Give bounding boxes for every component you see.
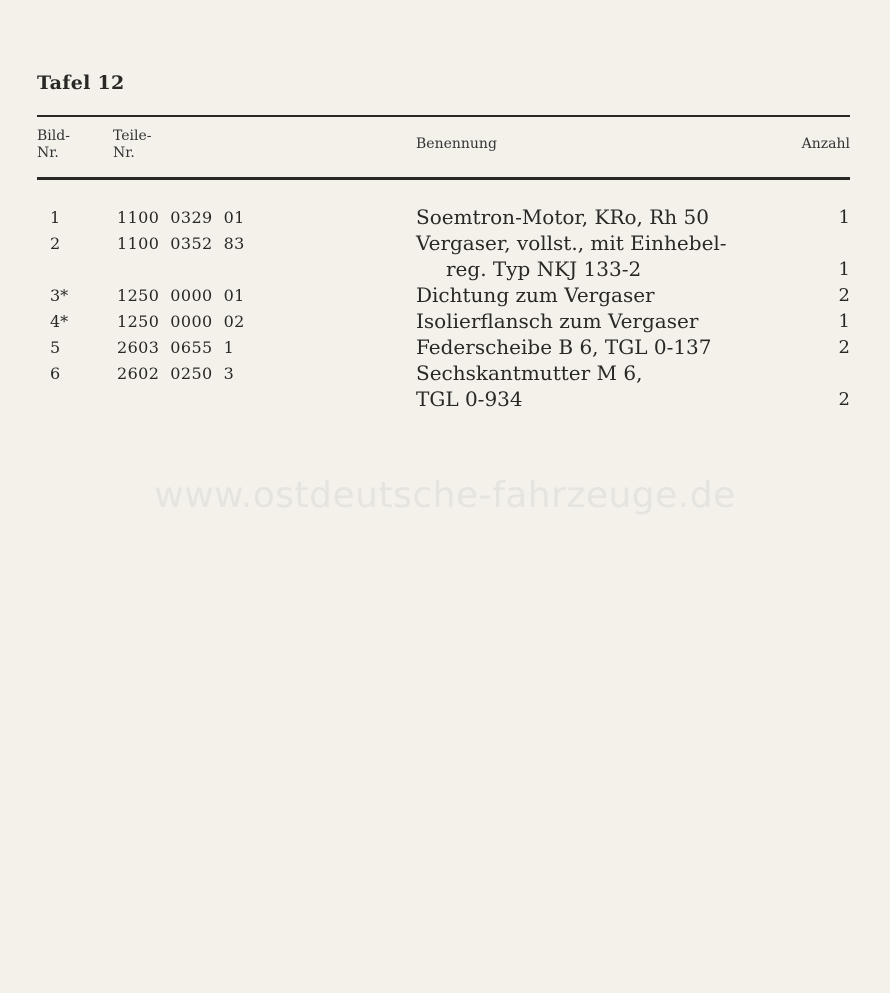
cell-teile-nr: 1100 0329 01 bbox=[117, 208, 245, 227]
cell-anzahl: 2 bbox=[838, 285, 850, 306]
table-row bbox=[0, 335, 890, 361]
cell-bild-nr: 5 bbox=[50, 338, 61, 357]
cell-benennung: Soemtron-Motor, KRo, Rh 50 bbox=[416, 205, 709, 229]
cell-teile-nr: 2603 0655 1 bbox=[117, 338, 235, 357]
cell-benennung: reg. Typ NKJ 133-2 bbox=[446, 257, 642, 281]
table-row bbox=[0, 361, 890, 413]
cell-bild-nr: 4* bbox=[50, 312, 69, 331]
cell-teile-nr: 1250 0000 02 bbox=[117, 312, 245, 331]
cell-teile-nr: 1250 0000 01 bbox=[117, 286, 245, 305]
cell-benennung: Federscheibe B 6, TGL 0-137 bbox=[416, 335, 712, 359]
table-row bbox=[0, 231, 890, 283]
cell-anzahl: 2 bbox=[838, 389, 850, 410]
header-anzahl: Anzahl bbox=[801, 136, 850, 152]
header-rule-top bbox=[37, 115, 850, 117]
cell-benennung: Vergaser, vollst., mit Einhebel- bbox=[416, 231, 727, 255]
header-bild-nr bbox=[37, 128, 70, 162]
header-teile-line2: Nr. bbox=[113, 145, 135, 161]
cell-bild-nr: 1 bbox=[50, 208, 61, 227]
table-row bbox=[0, 205, 890, 231]
cell-benennung: TGL 0-934 bbox=[416, 387, 523, 411]
table-row bbox=[0, 309, 890, 335]
cell-benennung: Isolierflansch zum Vergaser bbox=[416, 309, 699, 333]
cell-anzahl: 1 bbox=[838, 207, 850, 228]
header-benennung: Benennung bbox=[416, 136, 497, 152]
watermark: www.ostdeutsche-fahrzeuge.de bbox=[154, 475, 736, 516]
cell-teile-nr: 2602 0250 3 bbox=[117, 364, 235, 383]
cell-benennung: Sechskantmutter M 6, bbox=[416, 361, 643, 385]
cell-benennung: Dichtung zum Vergaser bbox=[416, 283, 655, 307]
cell-bild-nr: 3* bbox=[50, 286, 69, 305]
cell-teile-nr: 1100 0352 83 bbox=[117, 234, 245, 253]
header-bild-line2: Nr. bbox=[37, 145, 59, 161]
cell-anzahl: 1 bbox=[838, 259, 850, 280]
header-teile-line1: Teile- bbox=[113, 128, 152, 144]
cell-bild-nr: 2 bbox=[50, 234, 61, 253]
header-teile-nr bbox=[113, 128, 152, 162]
header-bild-line1: Bild- bbox=[37, 128, 70, 144]
cell-anzahl: 2 bbox=[838, 337, 850, 358]
cell-anzahl: 1 bbox=[838, 311, 850, 332]
table-row bbox=[0, 283, 890, 309]
page-title: Tafel 12 bbox=[37, 72, 125, 94]
header-rule-bottom bbox=[37, 177, 850, 180]
cell-bild-nr: 6 bbox=[50, 364, 61, 383]
